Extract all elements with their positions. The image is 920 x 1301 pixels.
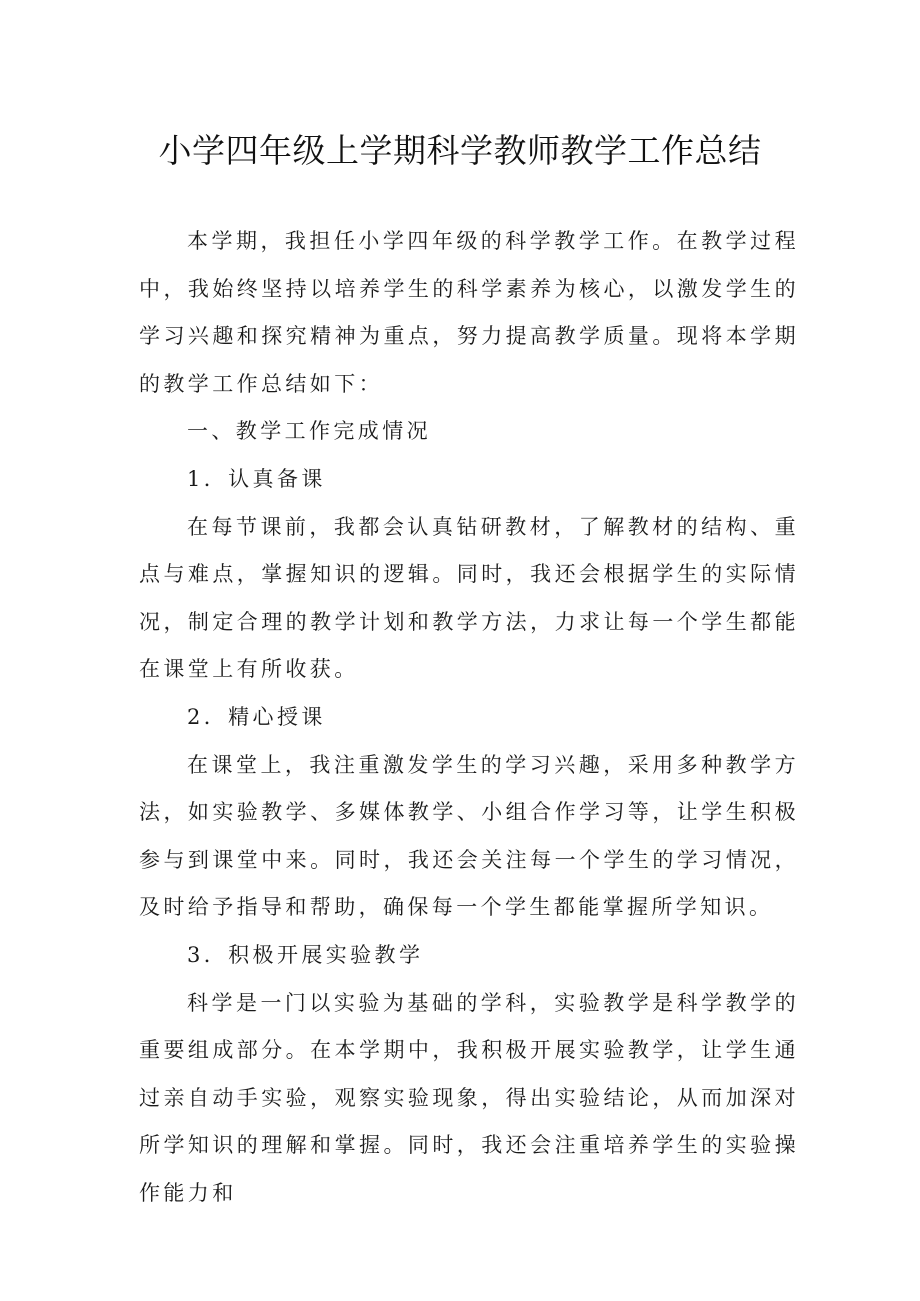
- item-heading-1: 1．认真备课: [187, 466, 326, 491]
- item-paragraph-3: 科学是一门以实验为基础的学科，实验教学是科学教学的重要组成部分。在本学期中，我积极开展实验教学，让学生通过亲自动手实验，观察实验现象，得出实验结论，从而加深对所学知识的理解和掌握。同时，我还会注重培养学生的实验操作能力和: [139, 990, 799, 1205]
- item-heading-3: 3．积极开展实验教学: [187, 942, 424, 967]
- section-heading-1: 一、教学工作完成情况: [187, 419, 431, 444]
- item-paragraph-2: 在课堂上，我注重激发学生的学习兴趣，采用多种教学方法，如实验教学、多媒体教学、小组合作学习等，让学生积极参与到课堂中来。同时，我还会关注每一个学生的学习情况，及时给予指导和帮助，确保每一个学生都能掌握所学知识。: [139, 752, 799, 920]
- item-paragraph-1: 在每节课前，我都会认真钻研教材，了解教材的结构、重点与难点，掌握知识的逻辑。同时，我还会根据学生的实际情况，制定合理的教学计划和教学方法，力求让每一个学生都能在课堂上有所收获。: [139, 514, 799, 682]
- document-title: 小学四年级上学期科学教师教学工作总结: [158, 131, 762, 170]
- document-body: [139, 218, 799, 1217]
- item-heading-2: 2．精心授课: [187, 704, 326, 729]
- intro-paragraph: 本学期，我担任小学四年级的科学教学工作。在教学过程中，我始终坚持以培养学生的科学素养为核心，以激发学生的学习兴趣和探究精神为重点，努力提高教学质量。现将本学期的教学工作总结如下：: [139, 229, 799, 396]
